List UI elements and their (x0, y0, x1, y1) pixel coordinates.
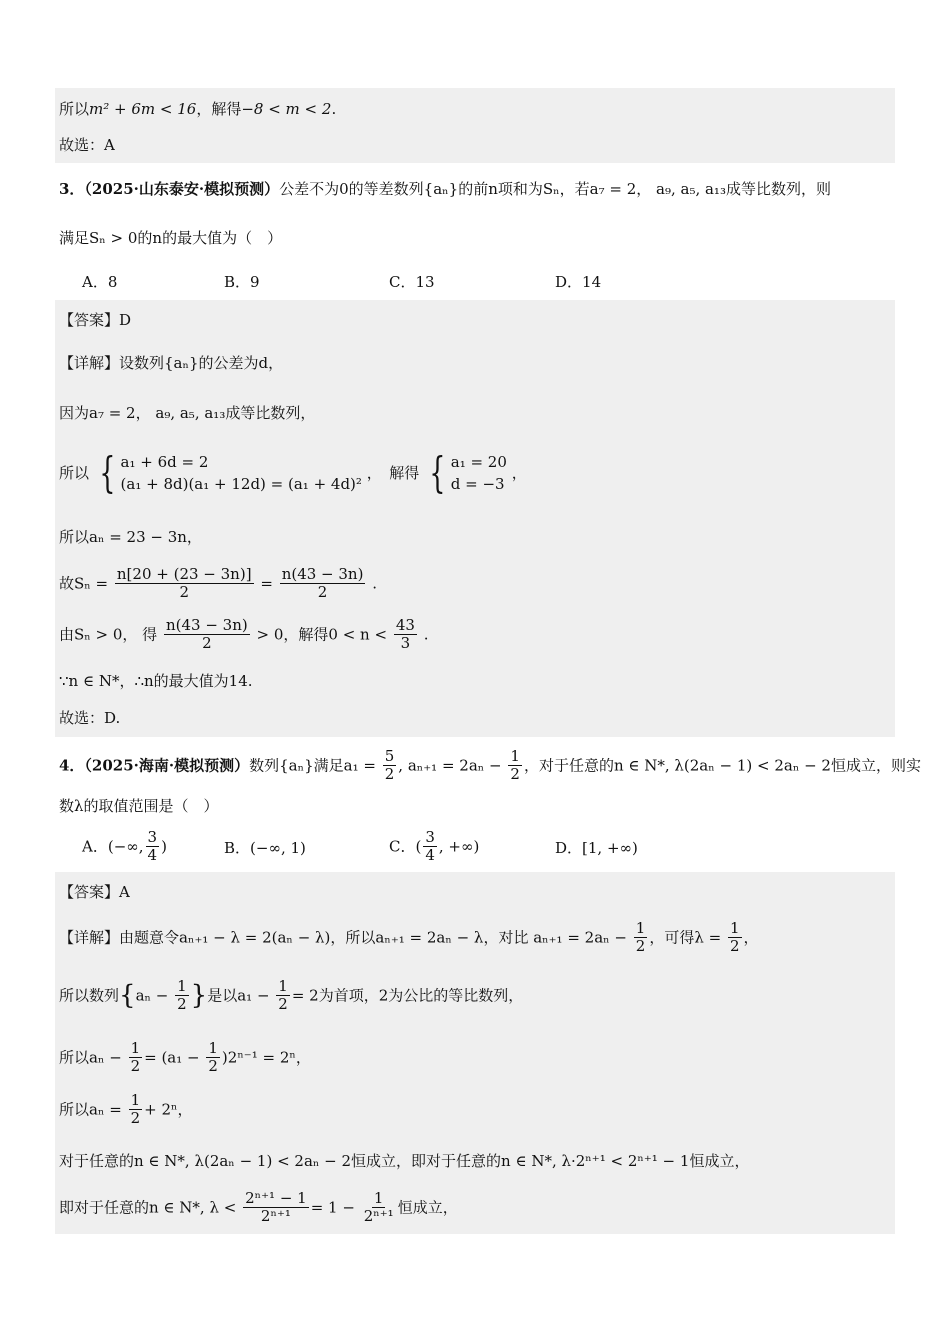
option-value: 8 (107, 273, 118, 291)
fraction (280, 566, 366, 601)
fraction (164, 617, 250, 652)
numerator: 1 (635, 919, 646, 937)
text: ，对于任意的n ∈ N*, λ(2aₙ − 1) < 2aₙ − 2恒成立，则实 (523, 756, 921, 775)
text: ， 解得 (366, 464, 420, 482)
text: 由Sₙ > 0， 得 (59, 625, 158, 644)
q4-detail-3 (59, 1040, 311, 1075)
option-value: ) (161, 837, 167, 856)
math: −8 < m < 2 (241, 100, 332, 118)
option-value: (−∞, 1) (250, 839, 306, 857)
equals: = (260, 574, 273, 593)
text: 恒成立， (397, 1198, 458, 1217)
numerator: 1 (208, 1039, 218, 1057)
text: aₙ − (135, 986, 169, 1005)
text: . (372, 574, 378, 593)
option-value: [1, +∞) (582, 839, 638, 857)
q4-detail-4 (59, 1092, 192, 1127)
text: . (423, 625, 429, 644)
q4-stem-line-2: 数λ的取值范围是（ ） (59, 797, 219, 815)
text: 故Sₙ = (59, 574, 109, 593)
text: 所以 (59, 100, 90, 118)
text: 由题意令aₙ₊₁ − λ = 2(aₙ − λ)，所以aₙ₊₁ = 2aₙ − λ，对比 aₙ₊₁ = 2aₙ − (119, 928, 627, 947)
left-brace: { (429, 448, 446, 497)
text: , aₙ₊₁ = 2aₙ − (398, 756, 502, 775)
fraction (129, 1092, 143, 1127)
fraction (423, 829, 437, 864)
denominator: 2 (278, 995, 288, 1013)
denominator: 2 (202, 634, 212, 652)
option-letter: D． (555, 839, 583, 857)
q4-detail-5: 对于任意的n ∈ N*, λ(2aₙ − 1) < 2aₙ − 2恒成立，即对于任意的n ∈ N*, λ·2ⁿ⁺¹ < 2ⁿ⁺¹ − 1恒成立， (59, 1152, 750, 1170)
detail-label: 【详解】 (59, 928, 120, 947)
numerator: 1 (177, 977, 187, 995)
q3-detail-6 (59, 617, 428, 652)
fraction (394, 617, 417, 652)
system-row: d = −3 (450, 475, 505, 493)
q3-option-a[interactable] (82, 272, 117, 292)
denominator: 2 (130, 1057, 141, 1075)
option-value: ( (415, 837, 422, 856)
text: 所以aₙ = (59, 1100, 122, 1119)
numerator: 3 (147, 828, 158, 846)
option-letter: A． (82, 273, 108, 291)
q3-stem-line-1 (59, 179, 831, 199)
system-row: (a₁ + 8d)(a₁ + 12d) = (a₁ + 4d)² (120, 475, 362, 493)
text: 是以a₁ − (207, 986, 270, 1005)
denominator: 2 (177, 995, 187, 1013)
fraction (508, 748, 522, 783)
q4-detail-1 (59, 920, 759, 955)
prev-line-1 (59, 99, 336, 119)
q4-option-b[interactable] (224, 838, 306, 858)
q4-detail-6 (59, 1190, 458, 1225)
fraction (728, 920, 742, 955)
q3-detail-1 (59, 353, 283, 373)
q3-stem-text: 公差不为0的等差数列{aₙ}的前n项和为Sₙ，若a₇ = 2， a₉, a₅, a₁₃成等比数列，则 (279, 180, 831, 198)
system-row: a₁ = 20 (450, 453, 507, 471)
option-value: 13 (415, 273, 435, 291)
numerator: 2ⁿ⁺¹ − 1 (245, 1189, 307, 1207)
fraction (634, 920, 648, 955)
numerator: 1 (510, 747, 520, 765)
option-letter: D． (555, 273, 583, 291)
option-letter: C． (389, 273, 416, 291)
text: ， (511, 464, 527, 482)
numerator: 1 (729, 919, 740, 937)
option-value: 9 (250, 273, 260, 291)
numerator: 1 (130, 1039, 141, 1057)
q4-answer: 【答案】A (59, 883, 130, 901)
numerator: 1 (130, 1091, 141, 1109)
text: 设数列{aₙ}的公差为d， (119, 354, 284, 372)
denominator: 2 (208, 1057, 218, 1075)
text: ， (743, 928, 759, 947)
fraction (206, 1040, 220, 1075)
q3-option-d[interactable] (555, 272, 601, 292)
left-brace: { (119, 980, 136, 1011)
right-brace: } (190, 980, 208, 1011)
option-letter: A． (82, 837, 108, 856)
denominator: 2ⁿ⁺¹ (363, 1207, 394, 1225)
fraction (175, 978, 189, 1013)
numerator: n(43 − 3n) (165, 616, 248, 634)
q3-detail-7: ∵n ∈ N*，∴n的最大值为14. (59, 672, 253, 690)
option-letter: C． (389, 837, 416, 856)
option-value: , +∞) (438, 837, 480, 856)
denominator: 2 (635, 937, 646, 955)
numerator: 1 (373, 1189, 384, 1207)
denominator: 4 (425, 846, 435, 864)
fraction (362, 1190, 396, 1225)
q3-detail-2: 因为a₇ = 2， a₉, a₅, a₁₃成等比数列， (59, 404, 316, 422)
system-2 (424, 448, 507, 497)
denominator: 2 (384, 765, 395, 783)
left-brace: { (99, 448, 116, 497)
q3-option-c[interactable] (389, 272, 435, 292)
q3-option-b[interactable] (224, 272, 260, 292)
denominator: 2 (510, 765, 520, 783)
denominator: 4 (147, 846, 158, 864)
text: )2ⁿ⁻¹ = 2ⁿ， (221, 1048, 311, 1067)
q3-detail-3 (59, 448, 527, 497)
denominator: 2 (179, 583, 189, 601)
fraction (129, 1040, 143, 1075)
text: 即对于任意的n ∈ N*, λ < (59, 1198, 237, 1217)
text: 所以 (59, 464, 90, 482)
denominator: 2 (130, 1109, 141, 1127)
text: ，可得λ = (649, 928, 722, 947)
denominator: 2ⁿ⁺¹ (260, 1207, 291, 1225)
q3-detail-4: 所以aₙ = 23 − 3n， (59, 528, 202, 546)
option-value: (−∞, (107, 837, 144, 856)
text: 所以aₙ − (59, 1048, 122, 1067)
denominator: 3 (400, 634, 411, 652)
fraction (383, 748, 397, 783)
q3-detail-5 (59, 566, 377, 601)
math: m² + 6m < 16 (89, 100, 197, 118)
option-letter: B． (224, 839, 251, 857)
numerator: 1 (278, 977, 288, 995)
detail-label: 【详解】 (59, 354, 120, 372)
numerator: n[20 + (23 − 3n)] (116, 565, 252, 583)
text: + 2ⁿ， (144, 1100, 193, 1119)
system-1 (94, 448, 362, 497)
option-letter: B． (224, 273, 251, 291)
text: . (331, 100, 337, 118)
q3-stem-line-2: 满足Sₙ > 0的n的最大值为（ ） (59, 229, 283, 247)
text: 所以数列 (59, 986, 120, 1005)
q4-option-d[interactable] (555, 838, 638, 858)
numerator: n(43 − 3n) (281, 565, 364, 583)
q4-tag: 4．（2025·海南·模拟预测） (59, 756, 250, 775)
option-value: 14 (582, 273, 602, 291)
text: > 0，解得0 < n < (256, 625, 388, 644)
system-row: a₁ + 6d = 2 (120, 453, 209, 471)
text: = 2为首项，2为公比的等比数列， (291, 986, 524, 1005)
prev-line-2: 故选：A (59, 136, 115, 154)
text: ，解得 (196, 100, 242, 118)
q4-stem-line-1 (59, 748, 921, 783)
text: = 1 − (310, 1198, 355, 1217)
denominator: 2 (317, 583, 328, 601)
denominator: 2 (729, 937, 740, 955)
numerator: 43 (395, 616, 415, 634)
q4-detail-2 (59, 978, 523, 1013)
fraction (243, 1190, 309, 1225)
fraction (146, 829, 160, 864)
fraction (115, 566, 254, 601)
text: 数列{aₙ}满足a₁ = (249, 756, 376, 775)
numerator: 5 (384, 747, 395, 765)
q4-option-a[interactable] (82, 829, 167, 864)
fraction (276, 978, 290, 1013)
q3-detail-8: 故选：D. (59, 709, 121, 727)
q3-tag: 3．（2025·山东泰安·模拟预测） (59, 180, 280, 198)
q4-option-c[interactable] (389, 829, 479, 864)
q3-answer: 【答案】D (59, 311, 132, 329)
text: = (a₁ − (144, 1048, 200, 1067)
numerator: 3 (425, 828, 435, 846)
